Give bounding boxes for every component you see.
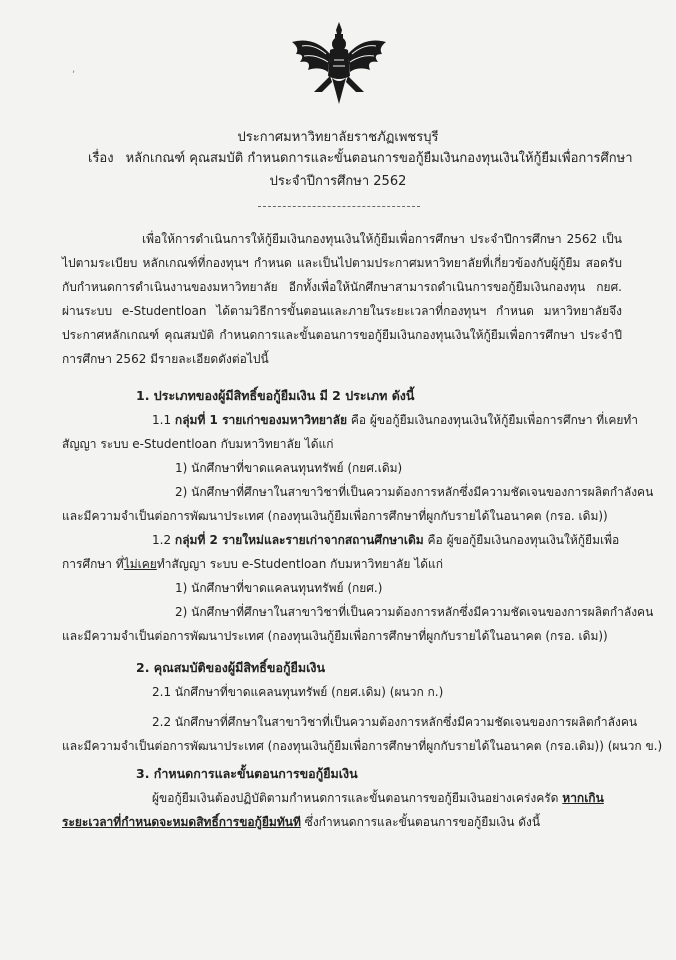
group-2-line-2 (62, 552, 622, 576)
group-2-text: คือ ผู้ขอกู้ยืมเงินกองทุนเงินให้กู้ยืมเพื่อ (423, 533, 620, 547)
group-2-line-2a: การศึกษา ที่ (62, 557, 124, 571)
group-1-text: คือ ผู้ขอกู้ยืมเงินกองทุนเงินให้กู้ยืมเพื่อการศึกษา ที่เคยทำ (347, 413, 639, 427)
group-2-line-2b: ทำสัญญา ระบบ e-Studentloan กับมหาวิทยาลัย ได้แก่ (156, 557, 444, 571)
academic-year: ประจำปีการศึกษา 2562 (269, 174, 407, 189)
group-1-item-2-cont: และมีความจำเป็นต่อการพัฒนาประเทศ (กองทุนเงินกู้ยืมเพื่อการศึกษาที่ผูกกับรายได้ในอนาคต (กรอ. เดิม)) (62, 509, 608, 523)
garuda-emblem-icon (286, 20, 392, 108)
subject-text: หลักเกณฑ์ คุณสมบัติ กำหนดการและขั้นตอนการขอกู้ยืมเงินกองทุนเงินให้กู้ยืมเพื่อการศึกษา (125, 151, 633, 166)
corner-mark: , (72, 64, 76, 75)
group-1-item-1: 1) นักศึกษาที่ขาดแคลนทุนทรัพย์ (กยศ.เดิม) (175, 461, 403, 475)
group-1-line-2: สัญญา ระบบ e-Studentloan กับมหาวิทยาลัย ได้แก่ (62, 437, 334, 451)
section-3-text-1: ผู้ขอกู้ยืมเงินต้องปฏิบัติตามกำหนดการและขั้นตอนการขอกู้ยืมเงินอย่างเคร่งครัด (152, 791, 563, 805)
section-3-text-2: ซึ่งกำหนดการและขั้นตอนการขอกู้ยืมเงิน ดังนี้ (300, 815, 541, 829)
group-1-number: 1.1 (152, 413, 172, 427)
group-1-item-2: 2) นักศึกษาที่ศึกษาในสาขาวิชาที่เป็นความต้องการหลักซึ่งมีความชัดเจนของการผลิตกำลังคน (175, 485, 654, 499)
deadline-warning-2: ระยะเวลาที่กำหนดจะหมดสิทธิ์การขอกู้ยืมทันที (62, 815, 301, 829)
divider (258, 206, 420, 207)
section-2-heading: 2. คุณสมบัติของผู้มีสิทธิ์ขอกู้ยืมเงิน (136, 660, 326, 675)
section-3-line-2 (62, 810, 622, 834)
group-2-title: กลุ่มที่ 2 รายใหม่และรายเก่าจากสถานศึกษาเดิม (174, 533, 424, 547)
group-2-item-1: 1) นักศึกษาที่ขาดแคลนทุนทรัพย์ (กยศ.) (175, 581, 383, 595)
org-title: ประกาศมหาวิทยาลัยราชภัฏเพชรบุรี (237, 130, 439, 145)
subject-label: เรื่อง (88, 151, 114, 166)
subject-line (88, 149, 633, 169)
section-2-item-2: 2.2 นักศึกษาที่ศึกษาในสาขาวิชาที่เป็นความต้องการหลักซึ่งมีความชัดเจนของการผลิตกำลังคน (152, 715, 638, 729)
intro-paragraph: เพื่อให้การดำเนินการให้กู้ยืมเงินกองทุนเงินให้กู้ยืมเพื่อการศึกษา ประจำปีการศึกษา 2562 เป็นไปตามระเบียบ หลักเกณฑ์ที่กองทุนฯ กำหนด และเป็นไปตามประกาศมหาวิทยาลัยที่เกี่ยวข้องกับผู้กู้ยืม สอดรับกับกำหนดการดำเนินงานของมหาวิทยาลัย อีกทั้งเพื่อให้นักศึกษาสามารถดำเนินการขอกู้ยืมเงินกองทุน กยศ. ผ่านระบบ e-Studentloan ได้ตามวิธีการขั้นตอนและภายในระยะเวลาที่กองทุนฯ กำหนด มหาวิทยาลัยจึงประกาศหลักเกณฑ์ คุณสมบัติ กำหนดการและขั้นตอนการขอกู้ยืมเงินกองทุนเงินให้กู้ยืมเพื่อการศึกษา ประจำปีการศึกษา 2562 มีรายละเอียดดังต่อไปนี้ (62, 232, 622, 366)
section-3-heading: 3. กำหนดการและขั้นตอนการขอกู้ยืมเงิน (136, 766, 358, 781)
group-2-line (152, 528, 676, 552)
deadline-warning-1: หากเกิน (562, 791, 604, 805)
group-1-line (152, 408, 676, 432)
section-3-line-1 (152, 786, 622, 810)
group-1-title: กลุ่มที่ 1 รายเก่าของมหาวิทยาลัย (174, 413, 348, 427)
group-2-number: 1.2 (152, 533, 172, 547)
group-2-item-2: 2) นักศึกษาที่ศึกษาในสาขาวิชาที่เป็นความต้องการหลักซึ่งมีความชัดเจนของการผลิตกำลังคน (175, 605, 654, 619)
section-2-item-2-cont: และมีความจำเป็นต่อการพัฒนาประเทศ (กองทุนเงินกู้ยืมเพื่อการศึกษาที่ผูกกับรายได้ในอนาคต (กรอ.เดิม)) (ผนวก ข.) (62, 739, 663, 753)
section-2-item-1: 2.1 นักศึกษาที่ขาดแคลนทุนทรัพย์ (กยศ.เดิม) (ผนวก ก.) (152, 685, 444, 699)
section-1-heading: 1. ประเภทของผู้มีสิทธิ์ขอกู้ยืมเงิน มี 2 ประเภท ดังนี้ (136, 388, 415, 403)
never-underlined: ไม่เคย (123, 557, 157, 571)
group-2-item-2-cont: และมีความจำเป็นต่อการพัฒนาประเทศ (กองทุนเงินกู้ยืมเพื่อการศึกษาที่ผูกกับรายได้ในอนาคต (กรอ. เดิม)) (62, 629, 608, 643)
